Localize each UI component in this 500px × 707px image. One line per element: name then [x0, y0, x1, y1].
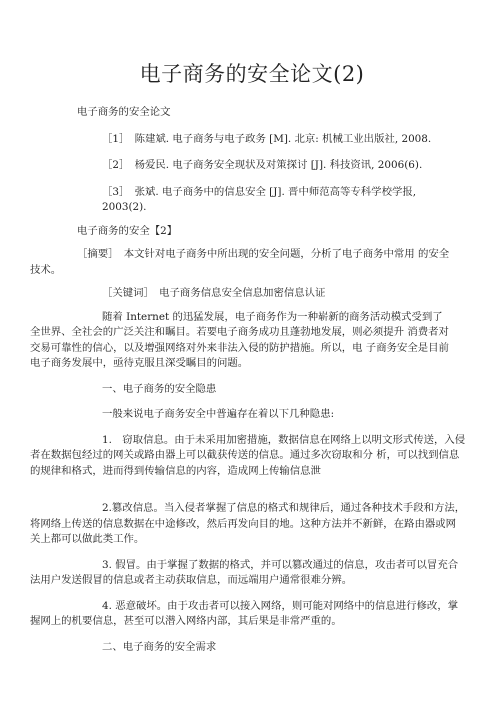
lead-paragraph: 一般来说电子商务安全中普遍存在着以下几种隐患:	[102, 408, 335, 420]
item-2: 2.篡改信息。当入侵者掌握了信息的格式和规律后，通过各种技术手段和方法，将网络上传送的信息数据在中途修改，然后再发向目的地。这种方法并不新鲜，在路由器或网关上都可以做此类工作。	[30, 502, 466, 545]
keywords: ［关键词］ 电子商务信息安全信息加密信息认证	[102, 287, 326, 299]
section-heading-1: 一、电子商务的安全隐患	[102, 382, 217, 395]
page-title: 电子商务的安全论文(2)	[139, 62, 365, 86]
intro-paragraph: 随着 Internet 的迅猛发展，电子商务作为一种崭新的商务活动模式受到了 全世界、全社会的广泛关注和瞩目。若要电子商务成功且蓬勃地发展，则必须提升 消费者对交易可靠性的信心，以及增强网络对外来非法入侵的防护措施。所以，电 子商务安全是目前电子商务发展中，亟待克服且深受瞩目的问题。	[30, 310, 449, 369]
reference-1: ［1］ 陈建斌. 电子商务与电子政务 [M]. 北京: 机械工业出版社, 2008.	[102, 132, 432, 145]
item-4: 4. 恶意破坏。由于攻击者可以接入网络，则可能对网络中的信息进行修改，掌握网上的机要信息，甚至可以潜入网络内部，其后果是非常严重的。	[30, 599, 459, 627]
section-heading-2: 二、电子商务的安全需求	[102, 640, 217, 653]
item-1: 1. 窃取信息。由于未采用加密措施，数据信息在网络上以明文形式传送，入侵者在数据包经过的网关或路由器上可以截获传送的信息。通过多次窃取和分 析，可以找到信息的规律和格式，进而得到传输信息的内容，造成网上传输信息泄	[30, 433, 466, 477]
reference-3: ［3］ 张斌. 电子商务中的信息安全 [J]. 晋中师范高等专科学校学报, 2003(2).	[102, 185, 417, 213]
subtitle-1: 电子商务的安全论文	[77, 106, 171, 118]
item-3: 3. 假冒。由于掌握了数据的格式，并可以篡改通过的信息，攻击者可以冒充合法用户发送假冒的信息或者主动获取信息，而远端用户通常很难分辨。	[30, 558, 459, 586]
abstract: ［摘要］ 本文针对电子商务中所出现的安全问题，分析了电子商务中常用 的安全技术。	[30, 248, 450, 276]
subtitle-2: 电子商务的安全【2】	[77, 224, 178, 237]
reference-2: ［2］ 杨爱民. 电子商务安全现状及对策探讨 [J]. 科技资讯, 2006(6).	[102, 159, 423, 171]
